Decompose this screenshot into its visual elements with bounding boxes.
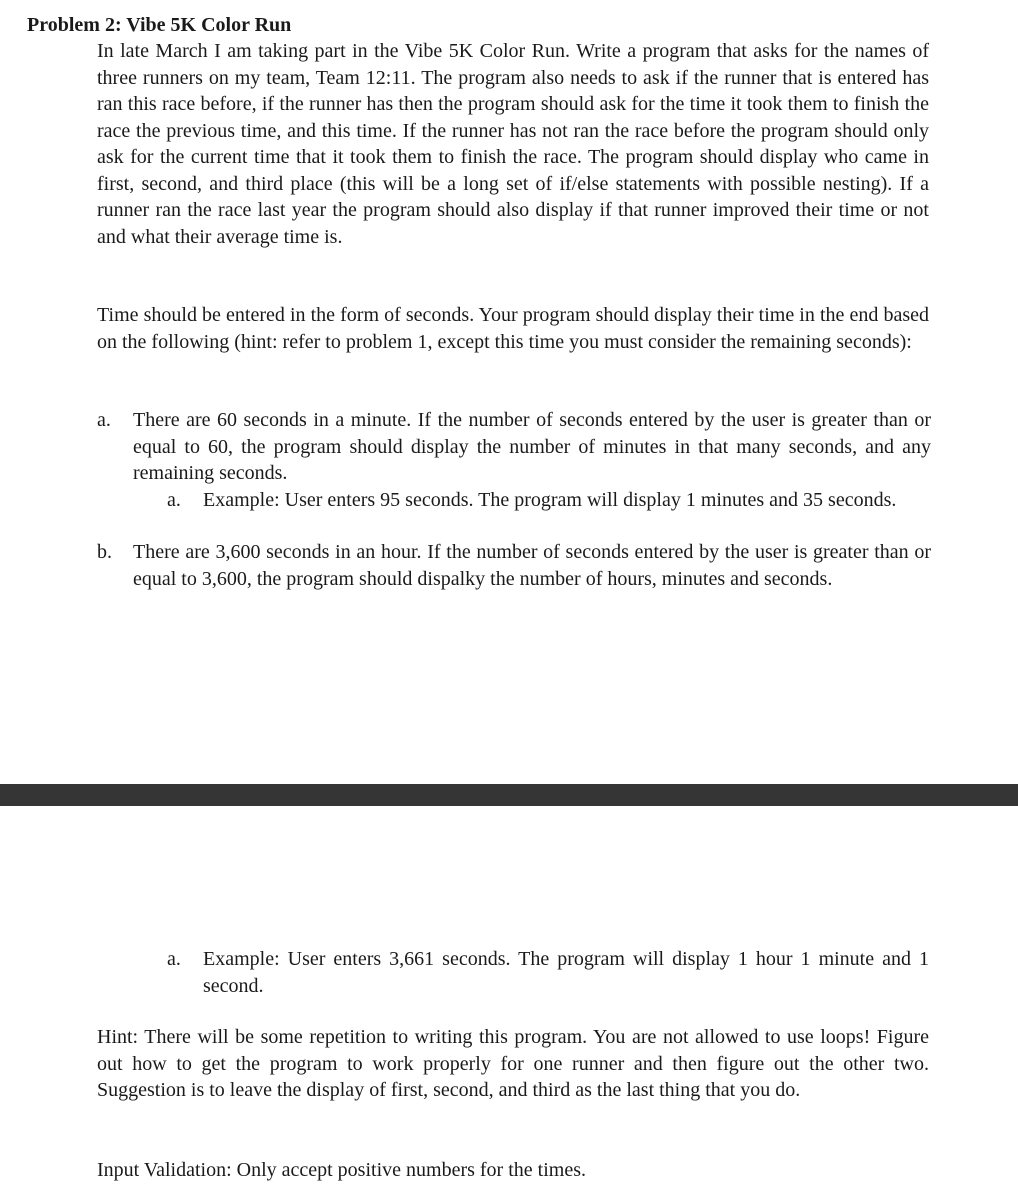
sublist-item-hours-example: Example: User enters 3,661 seconds. The program will display 1 hour 1 minute and 1 second. (203, 948, 929, 997)
problem-title: Problem 2: Vibe 5K Color Run (27, 14, 292, 36)
input-validation-paragraph: Input Validation: Only accept positive numbers for the times. (97, 1159, 586, 1181)
list-item-hours: There are 3,600 seconds in an hour. If the number of seconds entered by the user is greater than or equal to 3,600, the program should dispalky the number of hours, minutes and seconds. (133, 541, 931, 590)
sublist-item-minutes-example: Example: User enters 95 seconds. The program will display 1 minutes and 35 seconds. (203, 489, 897, 511)
intro-paragraph: In late March I am taking part in the Vibe 5K Color Run. Write a program that asks for the names of three runners on my team, Team 12:11. The program also needs to ask if the runner that is entered has ran this race before, if the runner has then the program should ask for the time it took them to finish the race the previous time, and this time. If the runner has not ran the race before the program should only ask for the current time that it took them to finish the race. The program should display who came in first, second, and third place (this will be a long set of if/else statements with possible nesting). If a runner ran the race last year the program should also display if that runner improved their time or not and what their average time is. (97, 40, 929, 248)
sublist-marker-a: a. (167, 489, 181, 511)
list-marker-b: b. (97, 541, 112, 563)
page-break-divider (0, 784, 1018, 806)
time-format-paragraph: Time should be entered in the form of seconds. Your program should display their time in the end based on the following (hint: refer to problem 1, except this time you must consider the remaining seconds): (97, 304, 929, 353)
list-item-minutes: There are 60 seconds in a minute. If the number of seconds entered by the user is greater than or equal to 60, the program should display the number of minutes in that many seconds, and any remaining seconds. (133, 409, 931, 484)
sublist-marker-hours: a. (167, 948, 181, 970)
list-marker-a: a. (97, 409, 111, 431)
hint-paragraph: Hint: There will be some repetition to writing this program. You are not allowed to use loops! Figure out how to get the program to work properly for one runner and then figure out the other two. Suggestion is to leave the display of first, second, and third as the last thing that you do. (97, 1026, 929, 1101)
